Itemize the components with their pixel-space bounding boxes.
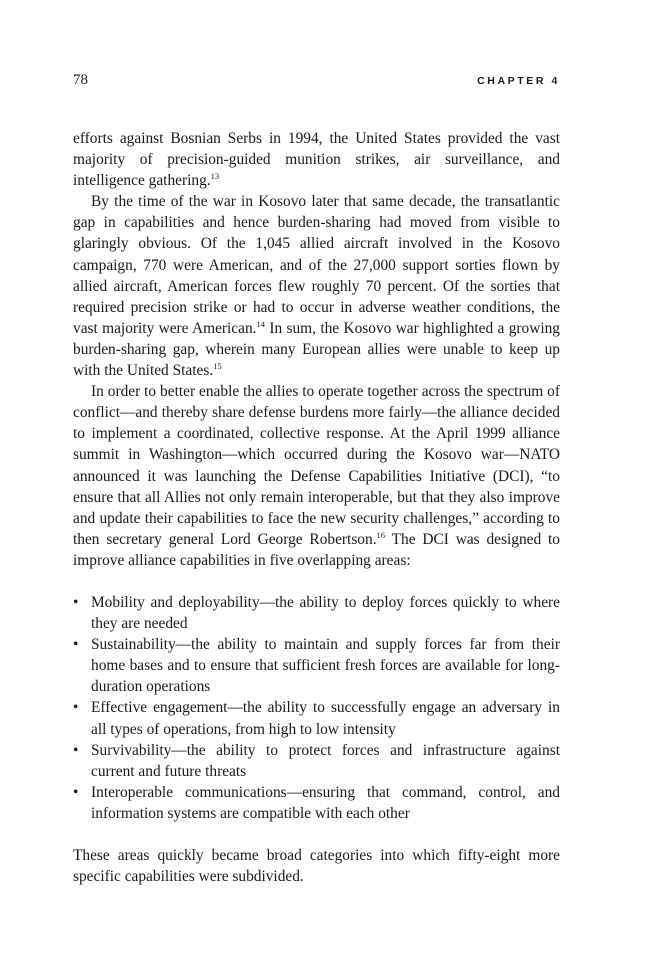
list-item: • Interoperable communications—ensuring that command, control, and information systems are compatible with each other [73,782,560,824]
paragraph-3-text-b: The DCI was designed to improve alliance capabilities in five overlapping areas: [73,530,560,569]
capability-areas-list [73,592,560,824]
page-number: 78 [73,72,88,88]
body-text [73,128,560,887]
list-item: • Mobility and deployability—the ability to deploy forces quickly to where they are needed [73,592,560,634]
footnote-ref-15: 15 [213,361,222,372]
footnote-ref-13: 13 [210,171,220,182]
list-item: • Sustainability—the ability to maintain and supply forces far from their home bases and to ensure that sufficient fresh forces are available for long-duration operations [73,634,560,697]
paragraph-4-text: These areas quickly became broad categories into which fifty-eight more specific capabilities were subdivided. [73,847,560,886]
paragraph-2 [73,191,560,381]
footnote-ref-14: 14 [256,318,266,329]
running-head: CHAPTER 4 [477,75,560,87]
page-header [73,72,560,89]
paragraph-2-text-a: By the time of the war in Kosovo later that same decade, the transatlantic gap in capabilities and hence burden-sharing had moved from visible to glaringly obvious. Of the 1,045 allied aircraft involved in the Kosovo campaign, 770 were American, and of the 27,000 support sorties flown by allied aircraft, American forces flew roughly 70 percent. Of the sorties that required precision strike or had to occur in adverse weather conditions, the vast majority were American. [73,193,560,337]
paragraph-3-text-a: In order to better enable the allies to operate together across the spectrum of conflict—and thereby share defense burdens more fairly—the alliance decided to implement a coordinated, collective response. At the April 1999 alliance summit in Washington—which occurred during the Kosovo war—NATO announced it was launching the Defense Capabilities Initiative (DCI), “to ensure that all Allies not only remain interoperable, but that they also improve and update their capabilities to face the new security challenges,” according to then secretary general Lord George Robertson. [73,383,560,548]
list-item: • Survivability—the ability to protect forces and infrastructure against current and future threats [73,740,560,782]
paragraph-4 [73,845,560,887]
paragraph-2-text-b: In sum, the Kosovo war highlighted a growing burden-sharing gap, wherein many European allies were unable to keep up with the United States. [73,319,560,380]
paragraph-3 [73,381,560,571]
footnote-ref-16: 16 [376,529,386,540]
paragraph-1-text: efforts against Bosnian Serbs in 1994, the United States provided the vast majority of precision-guided munition strikes, air surveillance, and intelligence gathering. [73,130,560,190]
paragraph-1 [73,128,560,191]
list-item: • Effective engagement—the ability to successfully engage an adversary in all types of operations, from high to low intensity [73,697,560,739]
